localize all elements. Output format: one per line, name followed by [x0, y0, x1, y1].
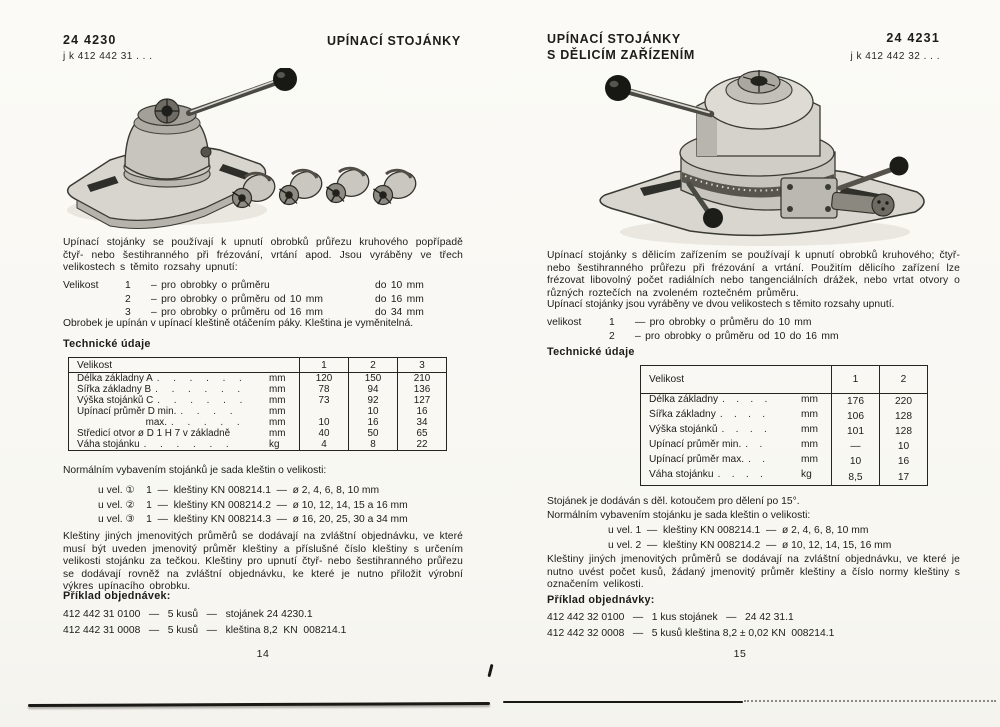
size-row	[63, 293, 463, 307]
order-line: 412 442 32 0100 — 1 kus stojánek — 24 42 31.1	[547, 612, 794, 623]
row-label: Váha stojánku	[77, 439, 140, 450]
table-header-row	[69, 358, 446, 373]
row-value: 210	[397, 373, 446, 384]
table-header-row	[641, 366, 927, 394]
order-line: 412 442 32 0008 — 5 kusů kleština 8,2 ± 0,02 KN 008214.1	[547, 627, 835, 639]
equipment-list	[98, 484, 408, 528]
order-number-prefix: j k 412 442 32 . . .	[850, 51, 940, 62]
size-row	[63, 279, 463, 293]
note-line: Obrobek je upínán v upínací kleštině otáčením páky. Kleština je vyměnitelná.	[63, 318, 414, 329]
dot-leader: . . . . . .	[157, 395, 243, 406]
table-row	[641, 394, 927, 409]
page-title-line1: UPÍNACÍ STOJÁNKY	[547, 32, 681, 46]
row-value: 16	[879, 454, 927, 469]
header-col: 2	[348, 358, 397, 372]
row-label: Upínací průměr max.	[649, 454, 745, 466]
dot-leader: . . . . . .	[155, 384, 241, 395]
dot-leader: . . . .	[722, 394, 768, 405]
row-unit: mm	[801, 439, 818, 451]
size-number: 1	[609, 317, 615, 328]
equipment-list	[608, 524, 891, 553]
header-col: 2	[879, 366, 927, 393]
table-body	[69, 373, 446, 450]
row-label: Středicí otvor ø D 1 H 7 v základně	[77, 428, 231, 439]
equipment-line: u vel. 1 — kleštiny KN 008214.1 — ø 2, 4, 6, 8, 10 mm	[608, 525, 869, 536]
table-row	[641, 424, 927, 439]
row-label: Váha stojánku	[649, 469, 714, 481]
page-title	[547, 31, 695, 63]
size-range: do 34 mm	[375, 307, 424, 319]
table-row	[69, 395, 446, 406]
row-value	[299, 406, 348, 417]
row-value: 78	[299, 384, 348, 395]
technical-data-table	[68, 357, 447, 451]
row-value: 73	[299, 395, 348, 406]
size-number: 2	[609, 330, 615, 342]
size-description: – pro obrobky o průměru od 16 mm	[151, 307, 323, 319]
technical-data-table	[640, 365, 928, 486]
equipment-line: u vel. ② 1 — kleštiny KN 008214.2 — ø 10, 12, 14, 15 a 16 mm	[98, 499, 408, 511]
table-row	[69, 428, 446, 439]
row-unit: mm	[269, 428, 286, 439]
dividing-stand-illustration	[585, 60, 950, 255]
scan-artifact-dotted-line	[744, 700, 996, 702]
page-right	[547, 0, 960, 727]
row-value: 16	[397, 406, 446, 417]
size-list-label	[547, 330, 609, 344]
row-unit: mm	[269, 395, 286, 406]
row-unit: mm	[269, 417, 286, 428]
dot-leader: . . . . . .	[143, 439, 229, 450]
page-left	[63, 0, 463, 727]
size-number: 3	[125, 307, 131, 319]
row-value: —	[831, 439, 879, 454]
row-value: 220	[879, 394, 927, 409]
row-value: 4	[299, 439, 348, 450]
dot-leader: . . . .	[719, 409, 766, 421]
table-row	[641, 409, 927, 424]
dot-leader: . .	[745, 439, 763, 451]
dot-leader: . .	[748, 454, 766, 466]
order-line: 412 442 31 0008 — 5 kusů — kleština 8,2 KN 008214.1	[63, 624, 347, 636]
row-unit: mm	[801, 454, 818, 466]
table-row	[641, 439, 927, 454]
row-label: Šířka základny	[649, 409, 716, 421]
row-unit: kg	[269, 439, 280, 450]
row-unit: mm	[801, 424, 818, 436]
size-range: do 16 mm	[375, 293, 424, 305]
size-list-label	[63, 293, 125, 307]
row-value: 94	[348, 384, 397, 395]
size-description: — pro obrobky o průměru do 10 mm	[635, 317, 812, 328]
table-row	[69, 406, 446, 417]
row-label: Upínací průměr D min.	[77, 406, 177, 417]
order-example-heading: Příklad objednávky:	[547, 594, 655, 606]
dot-leader: . . . .	[721, 424, 767, 436]
row-value: 34	[397, 417, 446, 428]
intro-paragraph: Upínací stojánky se používají k upnutí obrobků průřezu kruhového popřípadě čtyř- nebo šestihranného při frézování, vrtání apod. Jsou vyráběny ve třech velikostech s těmito rozsahy upnutí:	[63, 237, 463, 274]
table-row	[641, 454, 927, 469]
dot-leader: . . . . .	[171, 417, 240, 428]
size-list-label: Velikost	[63, 280, 99, 291]
page-number: 14	[256, 648, 270, 660]
scan-artifact-line-right	[503, 701, 743, 703]
row-value: 10	[879, 439, 927, 454]
size-list-label: velikost	[547, 317, 582, 328]
size-description: – pro obrobky o průměru od 10 do 16 mm	[635, 330, 839, 342]
row-value: 92	[348, 395, 397, 406]
header-label: Velikost	[77, 359, 113, 371]
intro-second-line: Upínací stojánky jsou vyráběny ve dvou velikostech s těmito rozsahy upnutí.	[547, 299, 895, 310]
row-value: 101	[831, 424, 879, 439]
equipment-line: u vel. ① 1 — kleštiny KN 008214.1 — ø 2, 4, 6, 8, 10 mm	[98, 485, 380, 496]
order-number-prefix: j k 412 442 31 . . .	[63, 51, 153, 62]
row-label: max.	[77, 417, 167, 428]
row-label: Výška stojánků	[649, 424, 718, 436]
order-example-heading: Příklad objednávek:	[63, 590, 171, 602]
row-value: 128	[879, 409, 927, 424]
order-line: 412 442 31 0100 — 5 kusů — stojánek 24 4230.1	[63, 609, 313, 620]
header-col: 3	[397, 358, 446, 372]
row-unit: mm	[269, 384, 286, 395]
row-value: 22	[397, 439, 446, 450]
scan-artifact-mark	[487, 664, 493, 677]
size-number: 1	[125, 280, 131, 291]
table-row	[69, 373, 446, 384]
size-number: 2	[125, 293, 131, 305]
header-col: 1	[831, 366, 879, 393]
dot-leader: . . . .	[717, 469, 763, 481]
size-row	[547, 330, 960, 344]
dot-leader: . . . .	[180, 406, 233, 417]
row-value: 127	[397, 395, 446, 406]
row-value: 50	[348, 428, 397, 439]
row-value: 120	[299, 373, 348, 384]
row-value: 136	[397, 384, 446, 395]
row-label: Šířka základny B	[77, 384, 152, 395]
row-label: Upínací průměr min.	[649, 439, 742, 451]
dividing-disc-note: Stojánek je dodáván s děl. kotoučem pro dělení po 15°.	[547, 496, 800, 507]
order-examples	[547, 610, 834, 641]
equipment-line: u vel. 2 — kleštiny KN 008214.2 — ø 10, 12, 14, 15, 16 mm	[608, 539, 892, 551]
equipment-line: u vel. ③ 1 — kleštiny KN 008214.3 — ø 16, 20, 25, 30 a 34 mm	[98, 514, 408, 525]
table-row	[69, 384, 446, 395]
row-value: 106	[831, 409, 879, 424]
size-row	[547, 316, 960, 330]
table-body	[641, 394, 927, 485]
row-value: 176	[831, 394, 879, 409]
equipment-intro: Normálním vybavením stojánku je sada kleštin o velikosti:	[547, 510, 811, 521]
row-label: Délka základny	[649, 394, 719, 405]
order-examples	[63, 607, 346, 638]
dot-leader: . . . . . .	[156, 373, 242, 384]
row-value: 16	[348, 417, 397, 428]
table-row	[641, 469, 927, 484]
row-value: 10	[348, 406, 397, 417]
page-number: 15	[733, 648, 747, 660]
row-unit: mm	[269, 373, 286, 384]
size-description: – pro obrobky o průměru od 10 mm	[151, 293, 323, 305]
row-label: Délka základny A	[77, 373, 153, 384]
page-title-line2: S DĚLICÍM ZAŘÍZENÍM	[547, 48, 696, 62]
technical-data-heading: Technické údaje	[63, 338, 151, 350]
catalog-code: 24 4230	[63, 33, 117, 47]
row-value: 10	[831, 454, 879, 469]
collets-order-paragraph: Kleštiny jiných jmenovitých průměrů se dodávají na zvláštní objednávku, ve které je nutno uvést počet kusů, žádaný jmenovitý průměr kleštiny a číslo normy kleštiny s označením velikosti.	[547, 554, 960, 591]
header-label: Velikost	[649, 374, 685, 385]
size-range: do 10 mm	[375, 280, 424, 291]
row-value: 40	[299, 428, 348, 439]
row-unit: mm	[801, 409, 818, 421]
row-unit: mm	[269, 406, 286, 417]
row-value: 8,5	[831, 469, 879, 484]
size-list	[547, 316, 960, 343]
collets-order-paragraph: Kleštiny jiných jmenovitých průměrů se dodávají na zvláštní objednávku, ve které musí být uveden jmenovitý průměr kleštiny a příslušné číslo kleštiny s určením velikosti stojánku za tečkou. Kleštiny pro upnutí čtyř- nebo šestihranného průřezu se dodávají rovněž na zvláštní objednávku, ke které je nutno přiložit výrobní výkres upínacího obrobku.	[63, 531, 463, 593]
catalog-code: 24 4231	[886, 31, 940, 45]
table-row	[69, 439, 446, 450]
row-unit: kg	[801, 469, 812, 481]
equipment-intro: Normálním vybavením stojánků je sada kleštin o velikosti:	[63, 465, 327, 476]
size-list	[63, 279, 463, 320]
row-unit: mm	[801, 394, 818, 405]
header-col: 1	[299, 358, 348, 372]
row-label: Výška stojánků C	[77, 395, 154, 406]
row-value: 8	[348, 439, 397, 450]
technical-data-heading: Technické údaje	[547, 346, 635, 358]
row-value: 128	[879, 424, 927, 439]
row-value: 10	[299, 417, 348, 428]
clamping-stand-illustration	[55, 68, 460, 238]
row-value: 17	[879, 469, 927, 484]
size-description: – pro obrobky o průměru	[151, 280, 270, 291]
page-title: UPÍNACÍ STOJÁNKY	[327, 34, 461, 48]
row-value: 65	[397, 428, 446, 439]
table-row	[69, 417, 446, 428]
row-value: 150	[348, 373, 397, 384]
intro-paragraph: Upínací stojánky s dělicím zařízením se používají k upnutí obrobků kruhového; čtyř- nebo šestihranného průřezu při frézování a vrtání. Použitím dělicího zařízení lze frézovat libovolný počet radiálních nebo tangenciálních drážek, nebo vrtat otvory o různých roztečích na zvoleném roztečném průměru.	[547, 250, 960, 299]
